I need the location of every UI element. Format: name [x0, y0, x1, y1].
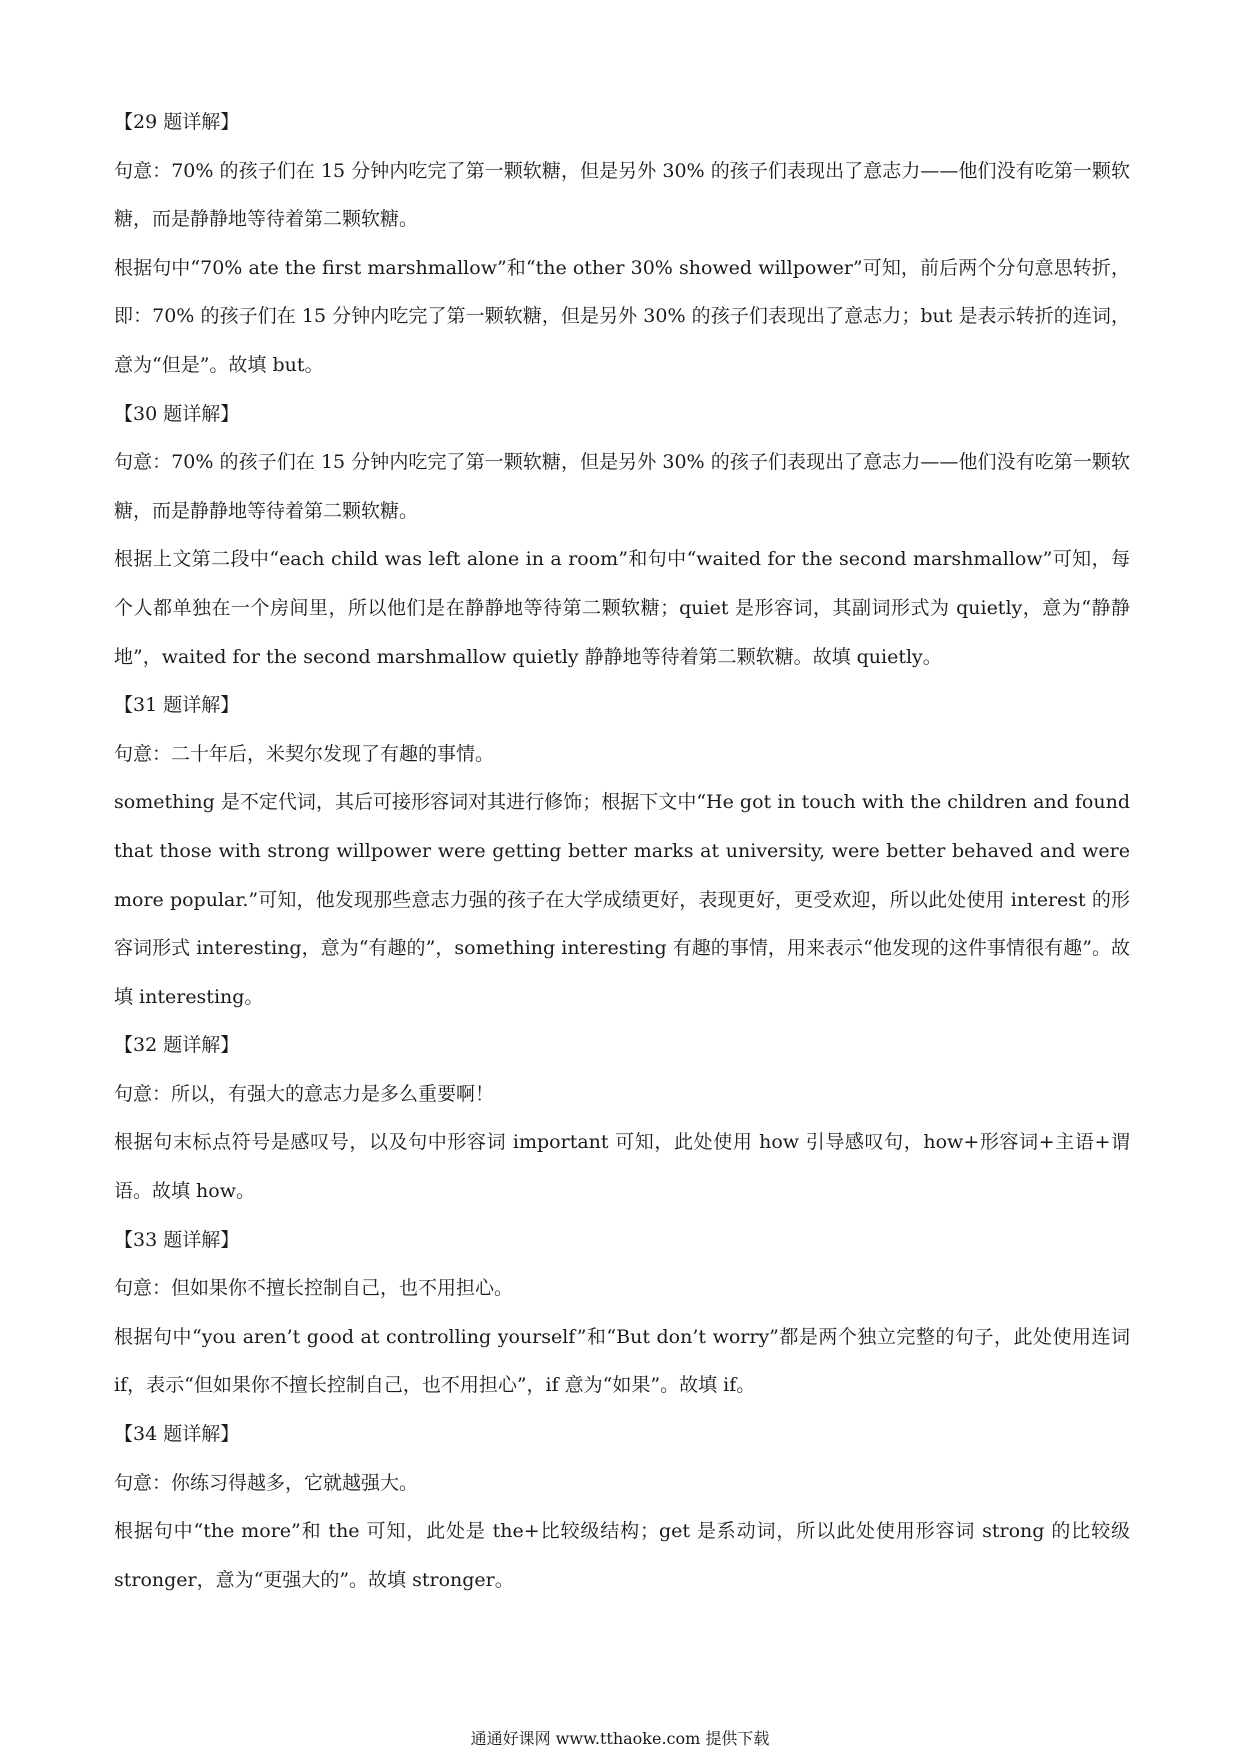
question-29-meaning: 句意：70% 的孩子们在 15 分钟内吃完了第一颗软糖，但是另外 30% 的孩子们表现出了意志力——他们没有吃第一颗软糖，而是静静地等待着第二颗软糖。: [114, 159, 1130, 231]
question-31-meaning: 句意：二十年后，米契尔发现了有趣的事情。: [114, 742, 495, 765]
question-32-heading: 【32 题详解】: [114, 1034, 240, 1057]
question-33-section: [114, 1216, 1130, 1410]
question-30-analysis: 根据上文第二段中“each child was left alone in a room”和句中“waited for the second marshmallow”可知，每个人都单独在一个房间里，所以他们是在静静地等待第二颗软糖；quiet 是形容词，其副词形式为 quietly，意为“静静地”，waited for the second marshmallow quietly 静静地等待着第二颗软糖。故填 quietly。: [114, 548, 1130, 668]
question-29-heading: 【29 题详解】: [114, 111, 240, 133]
question-32-meaning: 句意：所以，有强大的意志力是多么重要啊！: [114, 1082, 495, 1105]
document-body: [114, 98, 1130, 1604]
question-33-analysis: 根据句中“you aren’t good at controlling yourself”和“But don’t worry”都是两个独立完整的句子，此处使用连词 if，表示“但如果你不擅长控制自己，也不用担心”，if 意为“如果”。故填 if。: [114, 1325, 1130, 1397]
question-30-section: [114, 390, 1130, 682]
question-31-heading: 【31 题详解】: [114, 694, 240, 717]
question-29-analysis: 根据句中“70% ate the first marshmallow”和“the other 30% showed willpower”可知，前后两个分句意思转折，即：70% 的孩子们在 15 分钟内吃完了第一颗软糖，但是另外 30% 的孩子们表现出了意志力；but 是表示转折的连词，意为“但是”。故填 but。: [114, 256, 1130, 376]
question-29-section: [114, 98, 1130, 390]
question-30-meaning: 句意：70% 的孩子们在 15 分钟内吃完了第一颗软糖，但是另外 30% 的孩子们表现出了意志力——他们没有吃第一颗软糖，而是静静地等待着第二颗软糖。: [114, 451, 1130, 522]
question-33-meaning: 句意：但如果你不擅长控制自己，也不用担心。: [114, 1277, 514, 1300]
question-33-heading: 【33 题详解】: [114, 1228, 240, 1251]
question-34-section: [114, 1410, 1130, 1604]
question-34-meaning: 句意：你练习得越多，它就越强大。: [114, 1471, 419, 1494]
question-31-analysis: something 是不定代词，其后可接形容词对其进行修饰；根据下文中“He got in touch with the children and found that those with strong willpower were getting better marks at university, were better behaved and were more popular.”可知，他发现那些意志力强的孩子在大学成绩更好，表现更好，更受欢迎，所以此处使用 interest 的形容词形式 interesting，意为“有趣的”，something interesting 有趣的事情，用来表示“他发现的这件事情很有趣”。故填 interesting。: [114, 791, 1130, 1008]
question-34-analysis: 根据句中“the more”和 the 可知，此处是 the+比较级结构；get 是系动词，所以此处使用形容词 strong 的比较级 stronger，意为“更强大的”。故填 stronger。: [114, 1520, 1130, 1591]
question-32-section: [114, 1021, 1130, 1215]
question-32-analysis: 根据句末标点符号是感叹号，以及句中形容词 important 可知，此处使用 how 引导感叹句，how+形容词+主语+谓语。故填 how。: [114, 1131, 1130, 1203]
question-34-heading: 【34 题详解】: [114, 1423, 240, 1446]
question-30-heading: 【30 题详解】: [114, 402, 240, 425]
question-31-section: [114, 681, 1130, 1021]
page-footer: 通通好课网 www.tthaoke.com 提供下载: [470, 1729, 770, 1748]
